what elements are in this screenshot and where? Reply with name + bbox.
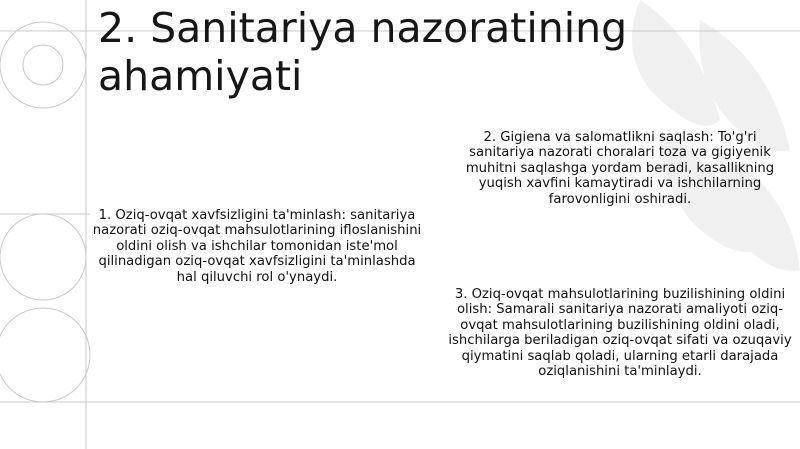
- point-hygiene-health: 2. Gigiena va salomatlikni saqlash: To'g'ri sanitariya nazorati choralari toza va gigiyenik muhitni saqlashga yordam beradi, kasallikning yuqish xavfini kamaytiradi va ishchilarning farovonligini oshiradi.: [465, 130, 775, 207]
- slide-title: 2. Sanitariya nazoratining ahamiyati: [98, 4, 628, 100]
- point-food-safety: 1. Oziq-ovqat xavfsizligini ta'minlash: sanitariya nazorati oziq-ovqat mahsulotlarining ifloslanishini oldini olish va ishchilar tomonidan iste'mol qilinadigan oziq-ovqat xavfsizligini ta'minlashda hal qiluvchi rol o'ynaydi.: [92, 208, 422, 285]
- point-spoilage-prevention: 3. Oziq-ovqat mahsulotlarining buzilishining oldini olish: Samarali sanitariya nazorati amaliyoti oziq-ovqat mahsulotlarining buzilishining oldini oladi, ishchilarga beriladigan oziq-ovqat sifati va ozuqaviy qiymatini saqlab qoladi, ularning etarli darajada oziqlanishini ta'minlaydi.: [448, 287, 792, 380]
